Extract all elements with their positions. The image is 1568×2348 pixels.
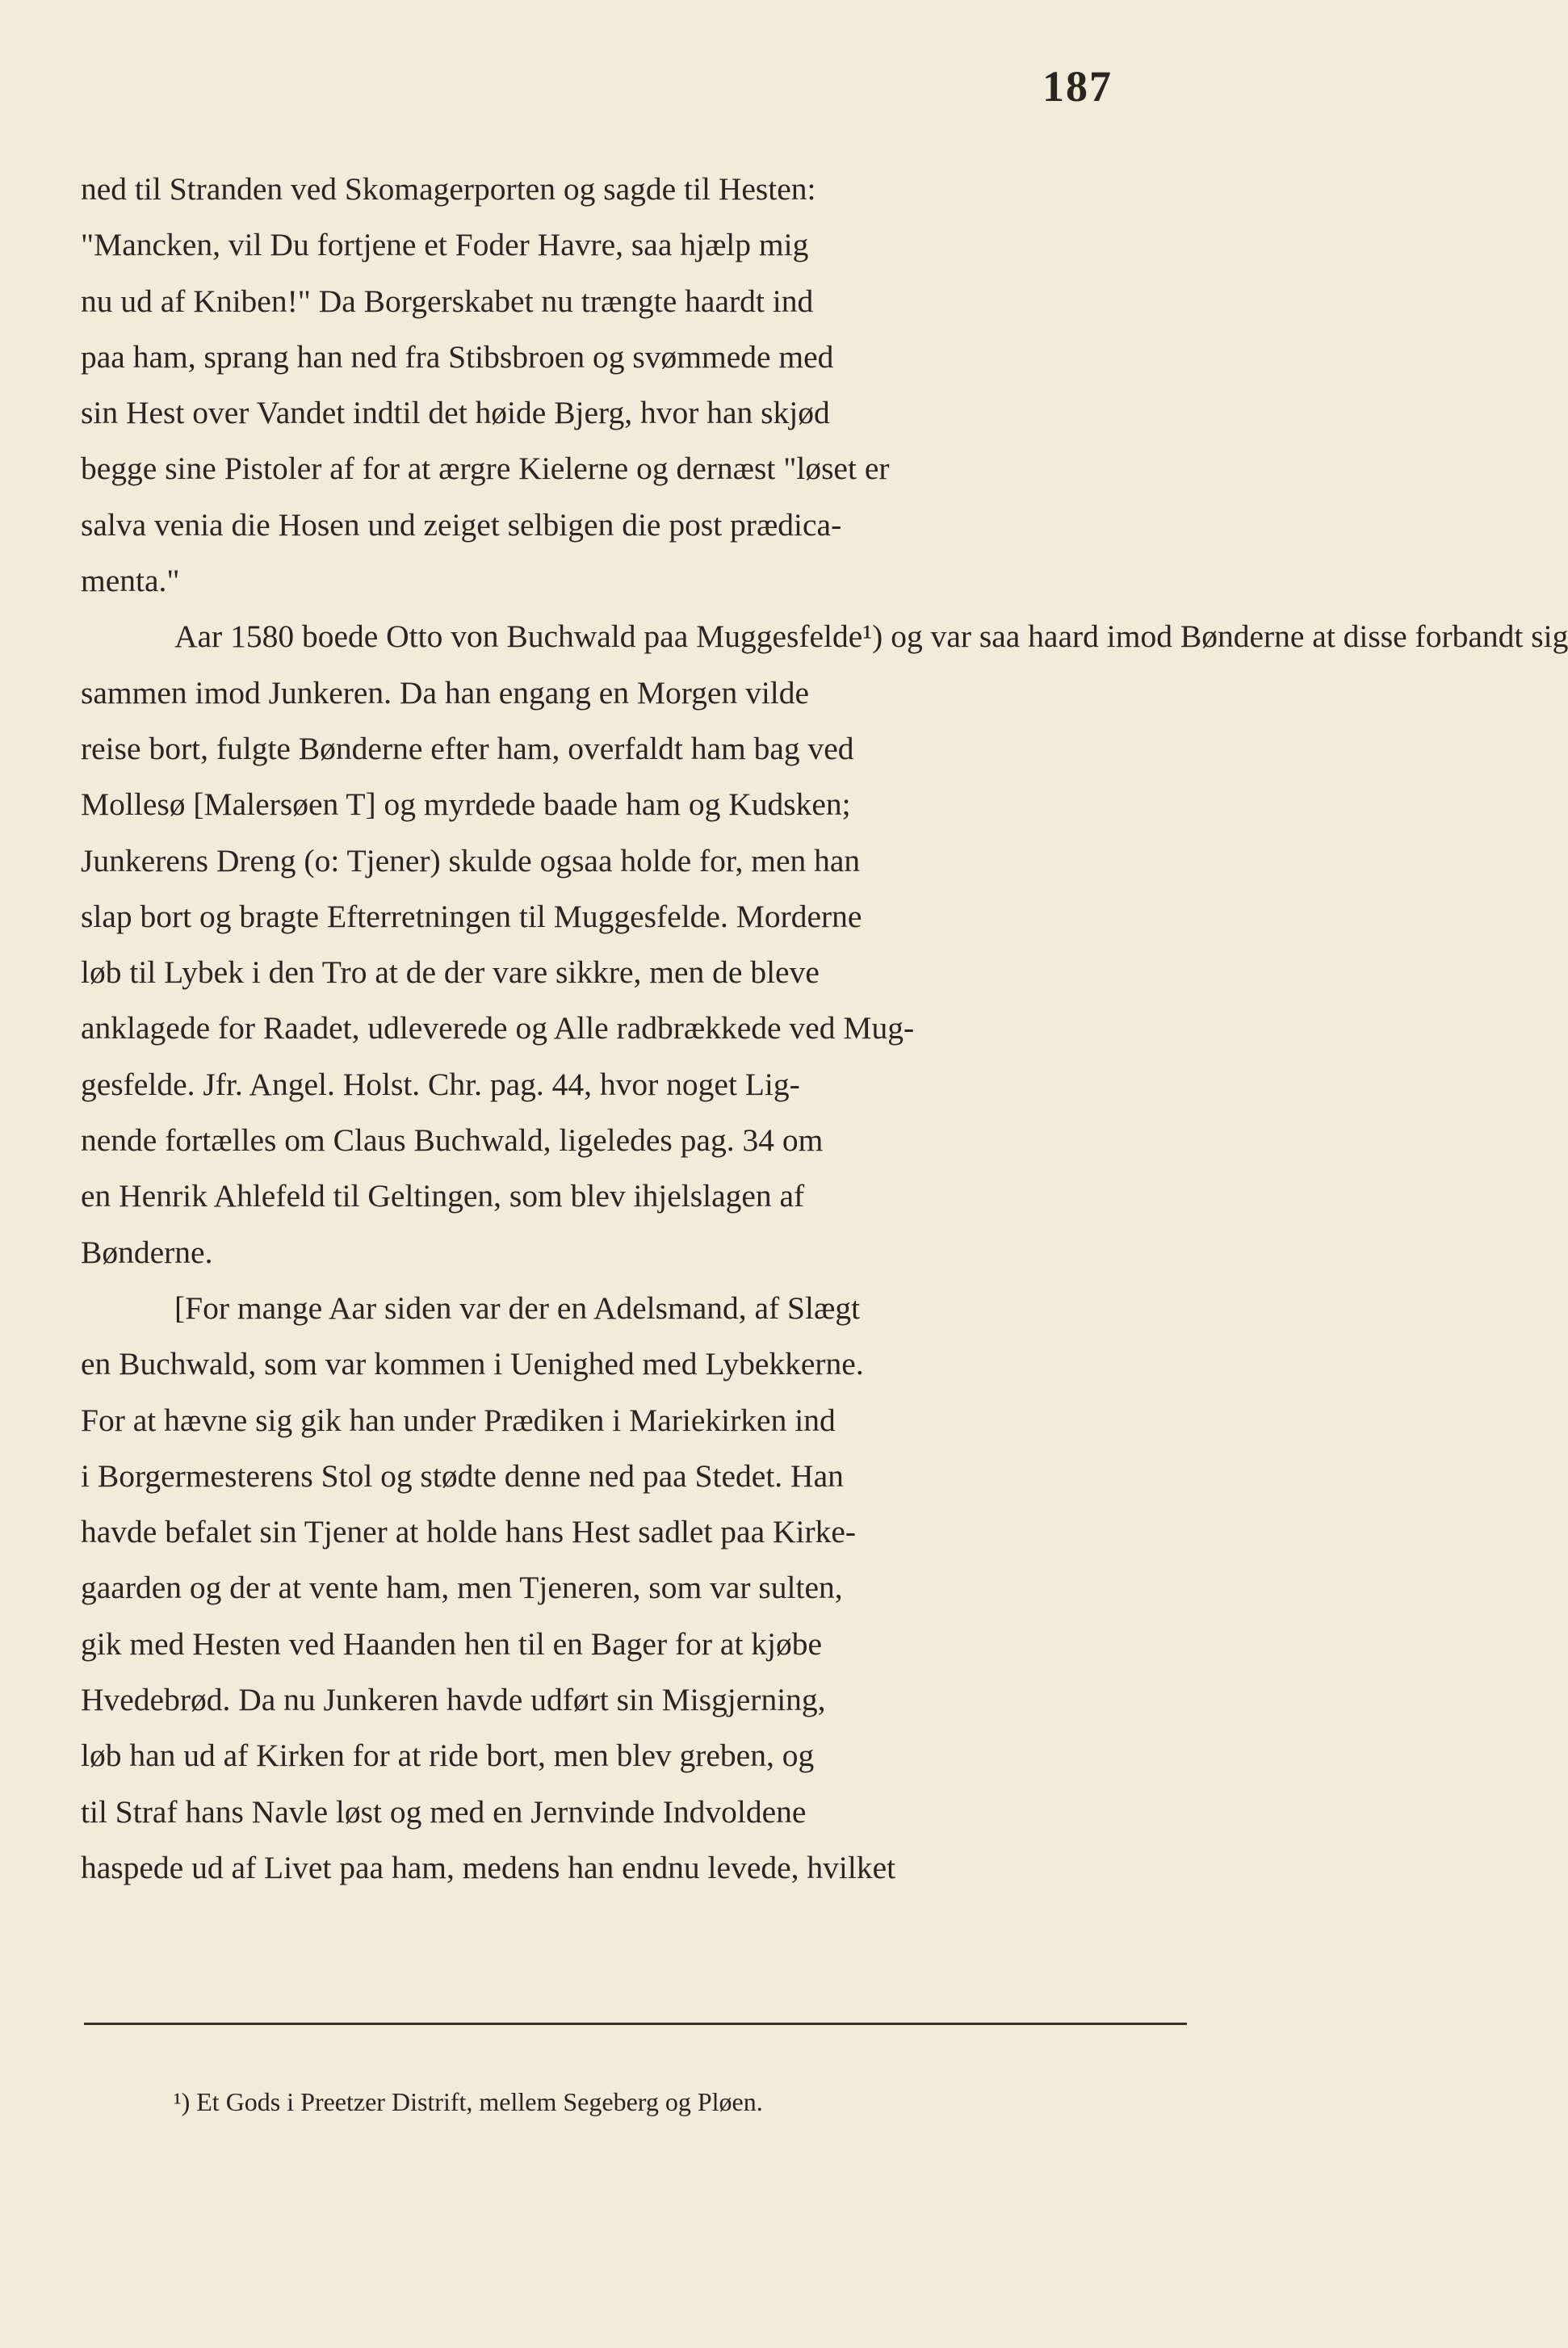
- body-text: [81, 161, 1568, 1896]
- page-number: 187: [1042, 62, 1113, 111]
- text-line: paa ham, sprang han ned fra Stibsbroen og svømmede med: [81, 338, 834, 375]
- text-line: Mollesø [Malersøen T] og myrdede baade ham og Kudsken;: [81, 786, 851, 823]
- text-line: Hvedebrød. Da nu Junkeren havde udført sin Misgjerning,: [81, 1682, 826, 1718]
- text-line: For at hævne sig gik han under Prædiken i Mariekirken ind: [81, 1402, 836, 1438]
- footnote: ¹) Et Gods i Preetzer Distrift, mellem Segeberg og Pløen.: [174, 2087, 763, 2116]
- text-line: ned til Stranden ved Skomagerporten og sagde til Hesten:: [81, 171, 816, 207]
- text-line: løb til Lybek i den Tro at de der vare sikkre, men de bleve: [81, 954, 820, 991]
- footnote-divider: [84, 2023, 1187, 2025]
- text-line: en Henrik Ahlefeld til Geltingen, som blev ihjelslagen af: [81, 1178, 805, 1214]
- text-line: haspede ud af Livet paa ham, medens han endnu levede, hvilket: [81, 1849, 896, 1885]
- text-line: gaarden og der at vente ham, men Tjeneren, som var sulten,: [81, 1570, 843, 1606]
- text-line: gesfelde. Jfr. Angel. Holst. Chr. pag. 44, hvor noget Lig-: [81, 1066, 800, 1102]
- text-line: nende fortælles om Claus Buchwald, ligeledes pag. 34 om: [81, 1122, 824, 1159]
- text-line: anklagede for Raadet, udleverede og Alle radbrækkede ved Mug-: [81, 1010, 915, 1046]
- text-line: nu ud af Kniben!" Da Borgerskabet nu trængte haardt ind: [81, 283, 814, 319]
- text-line: i Borgermesterens Stol og stødte denne ned paa Stedet. Han: [81, 1457, 844, 1494]
- text-line: Junkerens Dreng (o: Tjener) skulde ogsaa holde for, men han: [81, 842, 861, 878]
- text-line: reise bort, fulgte Bønderne efter ham, overfaldt ham bag ved: [81, 730, 854, 766]
- text-line: havde befalet sin Tjener at holde hans Hest sadlet paa Kirke-: [81, 1514, 857, 1550]
- text-line: sin Hest over Vandet indtil det høide Bjerg, hvor han skjød: [81, 395, 830, 431]
- text-line: menta.": [81, 563, 180, 599]
- text-line: sammen imod Junkeren. Da han engang en Morgen vilde: [81, 674, 810, 711]
- text-line: [For mange Aar siden var der en Adelsmand, af Slægt: [174, 1289, 861, 1326]
- text-line: løb han ud af Kirken for at ride bort, men blev greben, og: [81, 1738, 815, 1774]
- text-line: slap bort og bragte Efterretningen til Muggesfelde. Morderne: [81, 898, 862, 934]
- text-line: gik med Hesten ved Haanden hen til en Bager for at kjøbe: [81, 1625, 823, 1662]
- text-line: Bønderne.: [81, 1234, 213, 1270]
- text-line: salva venia die Hosen und zeiget selbigen die post prædica-: [81, 506, 842, 543]
- text-line: "Mancken, vil Du fortjene et Foder Havre, saa hjælp mig: [81, 227, 809, 263]
- text-line: Aar 1580 boede Otto von Buchwald paa Muggesfelde¹) og var saa haard imod Bønderne at disse forbandt sig: [174, 618, 1568, 655]
- text-line: en Buchwald, som var kommen i Uenighed med Lybekkerne.: [81, 1346, 864, 1382]
- text-line: til Straf hans Navle løst og med en Jernvinde Indvoldene: [81, 1793, 807, 1830]
- text-line: begge sine Pistoler af for at ærgre Kielerne og dernæst "løset er: [81, 451, 890, 487]
